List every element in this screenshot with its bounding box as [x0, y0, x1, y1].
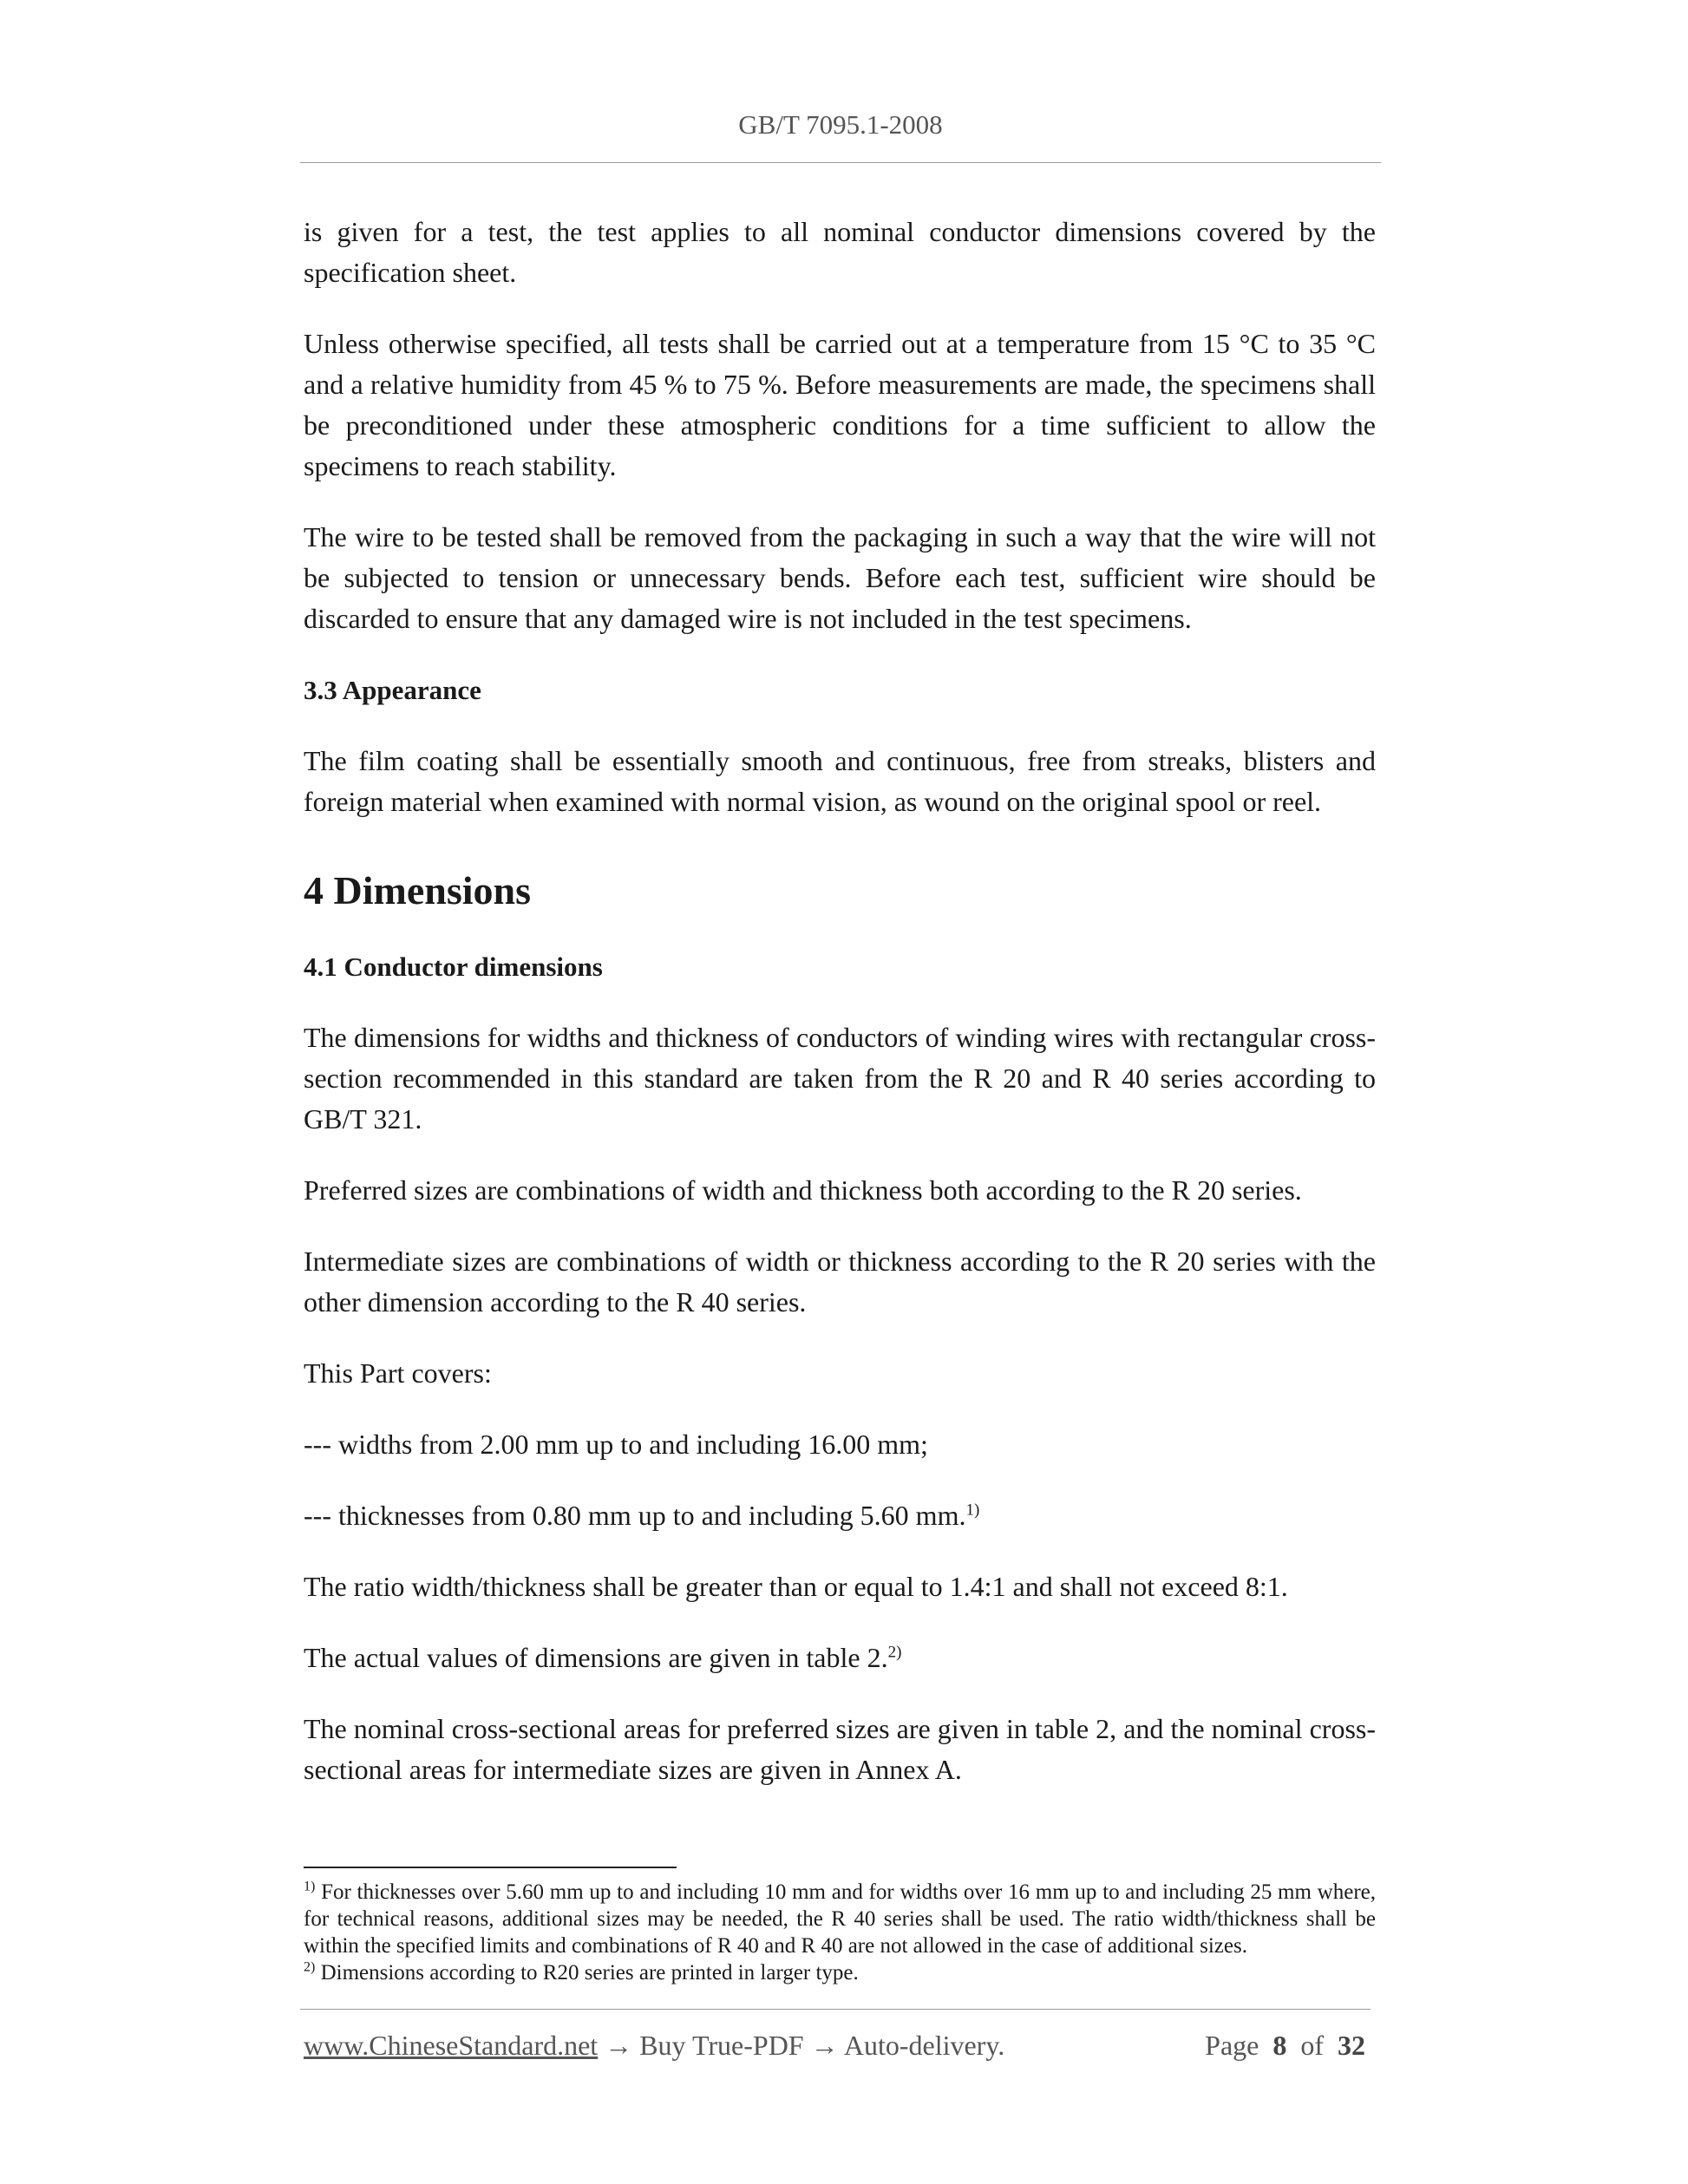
paragraph-ratio: The ratio width/thickness shall be greater than or equal to 1.4:1 and shall not exceed 8:1. [304, 1571, 1288, 1602]
footer-tagline: → Buy True-PDF → Auto-delivery. [598, 2030, 1005, 2061]
footer-promo [304, 2030, 1004, 2062]
footnote-1-text: For thicknesses over 5.60 mm up to and including 10 mm and for widths over 16 mm up to and including 25 mm where, for technical reasons, additional sizes may be needed, the R 40 series shall be used. The ratio width/thickness shall be within the specified limits and combinations of R 40 and R 40 are not allowed in the case of additional sizes. [304, 1880, 1377, 1958]
page-label: Page [1205, 2030, 1259, 2061]
actual-values-text: The actual values of dimensions are given in table 2. [304, 1642, 888, 1673]
footer-website-link[interactable]: www.ChineseStandard.net [304, 2030, 599, 2061]
list-item-thicknesses [304, 1495, 1376, 1536]
paragraph-part-covers: This Part covers: [304, 1357, 492, 1389]
page-header: GB/T 7095.1-2008 [738, 109, 943, 140]
footnote-ref-2: 2) [887, 1643, 902, 1662]
footnote-1 [304, 1879, 1376, 1959]
footnotes [304, 1879, 1376, 1986]
paragraph-cross-sectional-areas: The nominal cross-sectional areas for preferred sizes are given in table 2, and the nominal cross-sectional areas for intermediate sizes are given in Annex A. [304, 1713, 1376, 1785]
heading-dimensions: 4 Dimensions [304, 868, 531, 912]
list-item-widths: --- widths from 2.00 mm up to and including 16.00 mm; [304, 1429, 928, 1460]
paragraph-test-conditions: Unless otherwise specified, all tests shall be carried out at a temperature from 15 °C to 35 °C and a relative humidity from 45 % to 75 %. Before measurements are made, the specimens shall be preconditioned under these atmospheric conditions for a time sufficient to allow the specimens to reach stability. [304, 328, 1376, 481]
thicknesses-text: --- thicknesses from 0.80 mm up to and including 5.60 mm. [304, 1500, 966, 1531]
page-current: 8 [1273, 2030, 1287, 2061]
header-divider [300, 162, 1381, 163]
main-content [304, 212, 1376, 1821]
footnote-1-mark: 1) [304, 1879, 316, 1894]
paragraph-dimension-series: The dimensions for widths and thickness of conductors of winding wires with rectangular cross-section recommended in this standard are taken from the R 20 and R 40 series according to GB/T 321. [304, 1022, 1376, 1135]
footnote-ref-1: 1) [965, 1501, 980, 1520]
paragraph-intermediate-sizes: Intermediate sizes are combinations of width or thickness according to the R 20 series with the other dimension according to the R 40 series. [304, 1246, 1376, 1318]
page-number [1205, 2030, 1365, 2062]
paragraph-wire-handling: The wire to be tested shall be removed from the packaging in such a way that the wire will not be subjected to tension or unnecessary bends. Before each test, sufficient wire should be discarded to ensure that any damaged wire is not included in the test specimens. [304, 521, 1376, 634]
footnote-2-text: Dimensions according to R20 series are printed in larger type. [320, 1961, 859, 1985]
page-total: 32 [1338, 2030, 1365, 2061]
paragraph-actual-values [304, 1638, 1376, 1678]
of-label: of [1300, 2030, 1324, 2061]
paragraph-preferred-sizes: Preferred sizes are combinations of width and thickness both according to the R 20 series. [304, 1174, 1302, 1206]
heading-appearance: 3.3 Appearance [304, 675, 481, 705]
paragraph-test-scope: is given for a test, the test applies to all nominal conductor dimensions covered by the specification sheet. [304, 216, 1376, 288]
footnote-divider [304, 1867, 677, 1868]
footer-divider [300, 2009, 1371, 2010]
footnote-2 [304, 1959, 1376, 1986]
footnote-2-mark: 2) [304, 1959, 316, 1975]
paragraph-appearance: The film coating shall be essentially smooth and continuous, free from streaks, blisters and foreign material when examined with normal vision, as wound on the original spool or reel. [304, 745, 1376, 817]
heading-conductor-dimensions: 4.1 Conductor dimensions [304, 951, 603, 982]
